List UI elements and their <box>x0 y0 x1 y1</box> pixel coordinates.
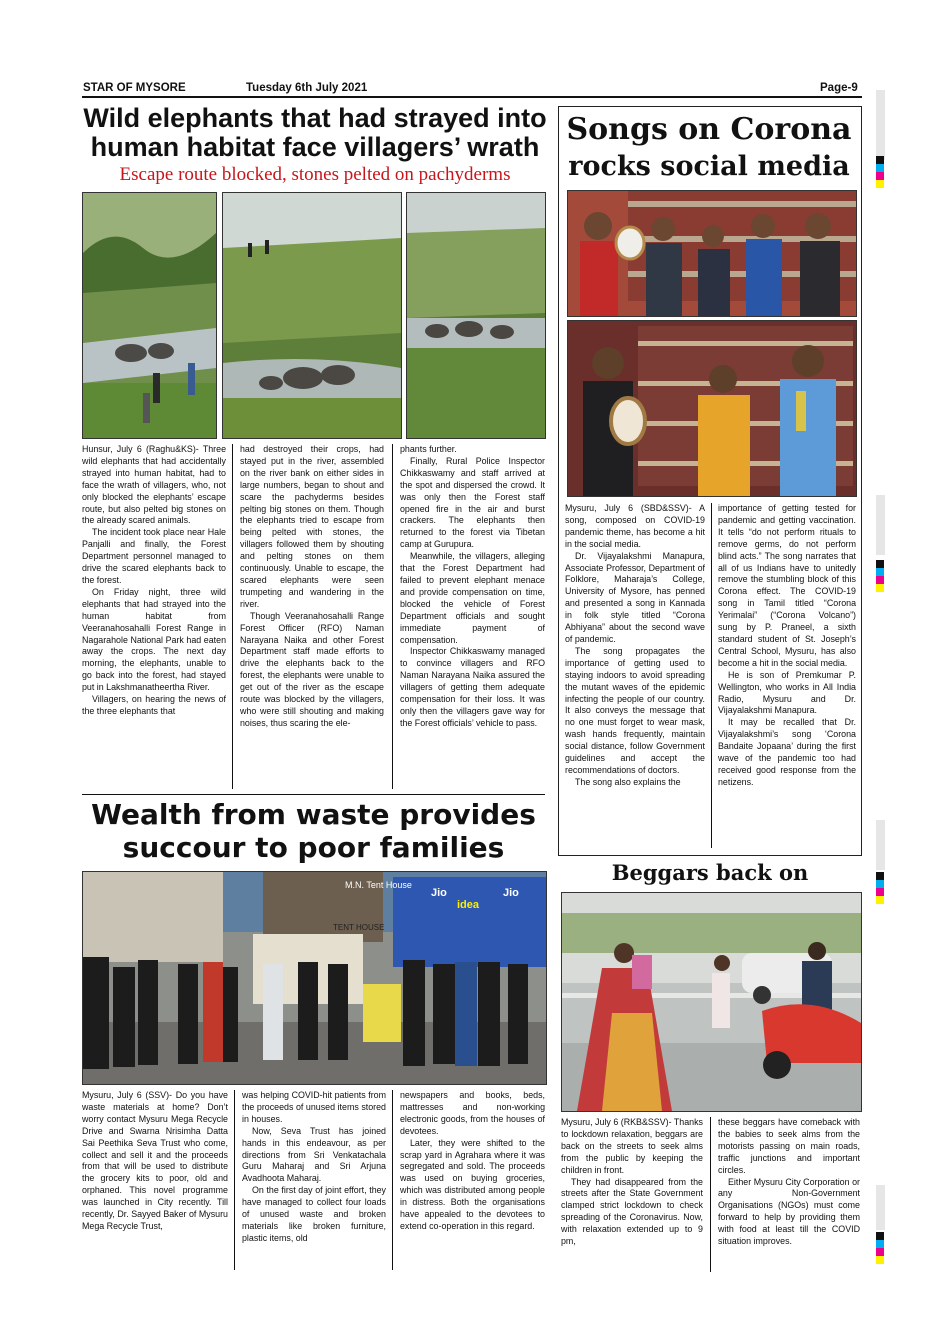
column-divider <box>392 444 393 789</box>
sign-jio-2: Jio <box>503 887 519 899</box>
wealth-headline-line2: succour to poor families <box>122 831 505 864</box>
column-divider <box>234 1090 235 1270</box>
elephants-c3-p2: Finally, Rural Police Inspector Chikkaswamy and staff arrived at the spot and dispersed the crowd. It was only then the Forest staff opened fire in the air and burst crackers. The elephants then returned to the forest via Tibetan camp at Gurupura. <box>400 455 545 550</box>
registration-cyan <box>876 568 884 576</box>
songs-column-1 <box>565 503 705 789</box>
elephants-photo-2 <box>222 192 402 439</box>
registration-cyan <box>876 880 884 888</box>
songs-photo-2 <box>567 320 857 497</box>
elephants-c1-p2: The incident took place near Hale Panjalli and finally, the Forest Department personnel managed to drive the scared elephants back to the forest. <box>82 527 226 585</box>
sign-jio: Jio <box>431 887 447 899</box>
column-divider <box>232 444 233 789</box>
songs-photo-1 <box>567 190 857 317</box>
beggars-headline: Beggars back on <box>611 860 809 885</box>
page-number: Page-9 <box>820 82 858 94</box>
elephants-deck: Escape route blocked, stones pelted on pachyderms <box>119 164 511 185</box>
registration-black <box>876 1232 884 1240</box>
elephants-column-1 <box>82 444 226 718</box>
elephants-c3-p1: phants further. <box>400 444 457 454</box>
margin-grey-bar <box>876 820 885 870</box>
elephants-c3-p4: Inspector Chikkaswamy managed to convince villagers and RFO Naman Narayana Naika assured the villagers of getting them adequate compensation for their loss. It was only then the villagers gave way for the Forest officials’ vehicle to pass. <box>400 646 545 728</box>
registration-yellow <box>876 896 884 904</box>
registration-magenta <box>876 1248 884 1256</box>
beggars-column-2 <box>718 1117 860 1248</box>
registration-magenta <box>876 888 884 896</box>
songs-c2-p2: He is son of Premkumar P. Wellington, who works in All India Radio, Mysuru and Dr. Vijayalakshmi Manapura. <box>718 669 856 716</box>
songs-c1-p4: The song also explains the <box>575 776 681 787</box>
margin-grey-bar <box>876 90 885 160</box>
wealth-headline <box>80 798 547 864</box>
beggars-c1-p2: They had disappeared from the streets after the State Government clamped strict lockdown to check spreading of the Coronavirus. Now, with relaxation extended up to 9 pm, <box>561 1176 703 1247</box>
beggars-c2-p1: these beggars have comeback with the babies to seek alms from the motorists passing on main roads, traffic junctions and important circles. <box>718 1117 860 1175</box>
registration-magenta <box>876 172 884 180</box>
elephants-photo-1 <box>82 192 217 439</box>
margin-grey-bar <box>876 1185 885 1230</box>
margin-grey-bar <box>876 495 885 555</box>
songs-c1-p1: Mysuru, July 6 (SBD&SSV)- A song, composed on COVID-19 pandemic theme, has become a hit in the social media. <box>565 503 705 549</box>
wealth-headline-line1: Wealth from waste provides <box>91 798 536 831</box>
issue-date: Tuesday 6th July 2021 <box>246 82 368 94</box>
elephants-photo-3 <box>406 192 546 439</box>
column-divider <box>711 503 712 848</box>
elephants-headline-line1: Wild elephants that had strayed into <box>83 103 547 133</box>
beggars-column-1 <box>561 1117 703 1248</box>
wealth-c2-p1: was helping COVID-hit patients from the proceeds of unused items stored in houses. <box>242 1090 386 1124</box>
registration-yellow <box>876 1256 884 1264</box>
wealth-c3-p2: Later, they were shifted to the scrap yard in Agrahara where it was segregated and sold. The proceeds was used on buying groceries, which was distributed among people in distress. Both the organisations have appealed to the devotees to extend co-operation in this regard. <box>400 1137 545 1231</box>
wealth-c2-p2: Now, Seva Trust has joined hands in this endeavour, as per directions from Sri Venkatachala Guru Maharaj and Sri Arjuna Avadhoota Maharaj. <box>242 1125 386 1184</box>
sign-idea: idea <box>457 899 480 911</box>
paper-name: STAR OF MYSORE <box>83 82 186 94</box>
songs-c2-p3: It may be recalled that Dr. Vijayalakshmi’s song ‘Corona Bandaite Jopaana’ during the first wave of the pandemic too had received good response from the netizens. <box>718 717 856 787</box>
registration-yellow <box>876 584 884 592</box>
songs-column-2 <box>718 503 856 789</box>
elephants-column-2 <box>240 444 384 730</box>
wealth-c2-p3: On the first day of joint effort, they have managed to collect four loads of unused waste and broken materials like broken furniture, plastic items, old <box>242 1185 386 1243</box>
songs-c1-p3: The song propagates the importance of getting used to staying indoors to avoid spreading the mutant waves of the epidemic infecting the people of our country. It also conveys the message that no one must forget to wear mask, wash hands frequently, maintain social distance, follow Government guidelines and accept the recommendations of doctors. <box>565 645 705 775</box>
registration-magenta <box>876 576 884 584</box>
songs-headline-line2: rocks social media <box>568 151 850 182</box>
songs-headline-line1: Songs on Corona <box>566 112 852 147</box>
sign-tent-house: M.N. Tent House <box>345 880 412 890</box>
elephants-headline <box>80 104 550 162</box>
elephants-c3-p3: Meanwhile, the villagers, alleging that the Forest Department had failed to prevent elephant menace and provide compensation on time, blocked the vehicle of Forest Department officials and sought immediate payment of compensation. <box>400 551 545 645</box>
beggars-c1-p1: Mysuru, July 6 (RKB&SSV)- Thanks to lockdown relaxation, beggars are back on the streets to seek alms from the public by keeping the children in front. <box>561 1117 703 1175</box>
wealth-column-1 <box>82 1090 228 1233</box>
wealth-photo <box>82 871 547 1085</box>
elephants-headline-line2: human habitat face villagers’ wrath <box>90 132 540 163</box>
registration-black <box>876 560 884 568</box>
elephants-c2-p1: had destroyed their crops, had stayed put in the river, assembled on the river bank on either sides in large numbers, began to shout and scare the pachyderms besides pelting big stones on them. Though the elephants tried to escape from being pelted with stones, the villagers followed them by shouting and pelting stones on them continuously. Unable to escape, the scared elephants were seen trumpeting and wandering in the river. <box>240 444 384 609</box>
wealth-c1-p1: Mysuru, July 6 (SSV)- Do you have waste materials at home? Don’t worry contact Mysuru Mega Recycle Drive and Swarna Nrisimha Datta Sai Peethika Seva Trust who come, collect and sell it and the proceeds from that will be used to distribute the grocery kits to poor, old and orphaned. This novel programme was launched in City recently. Till recently, Dr. Sayyed Baker of Mysuru Mega Recycle Trust, <box>82 1090 228 1231</box>
songs-c1-p2: Dr. Vijayalakshmi Manapura, Associate Professor, Department of Folklore, Maharaja’s College, University of Mysore, has penned and presented a song in Kannada in folk style titled “Corona Abhiyana” about the second wave of pandemic. <box>565 550 705 644</box>
column-divider <box>392 1090 393 1270</box>
elephants-c1-p4: Villagers, on hearing the news of the three elephants that <box>82 694 226 716</box>
section-rule <box>82 794 545 795</box>
column-divider <box>710 1117 711 1272</box>
registration-yellow <box>876 180 884 188</box>
elephants-c2-p2: Though Veeranahosahalli Range Forest Officer (RFO) Naman Narayana Naika and other Forest Department staff made efforts to drive the elephants back to the forest, the elephants were unable to get out of the river as the escape route was blocked by the villagers, who were still shouting and making noises, thus scaring the ele- <box>240 610 384 728</box>
wealth-column-2 <box>242 1090 386 1245</box>
elephants-column-3 <box>400 444 545 730</box>
beggars-c2-p2: Either Mysuru City Corporation or any Non-Government Organisations (NGOs) must come forward to help by providing them with food at least till the COVID situation improves. <box>718 1176 860 1247</box>
registration-cyan <box>876 1240 884 1248</box>
registration-black <box>876 156 884 164</box>
elephants-c1-p1: Hunsur, July 6 (Raghu&KS)- Three wild elephants that had accidentally strayed into human habitat, had to face the wrath of villagers, who, not only blocked the elephants’ escape route, but also pelted big stones on the already scared animals. <box>82 444 226 526</box>
beggars-photo <box>561 892 862 1112</box>
wealth-column-3 <box>400 1090 545 1233</box>
header-rule <box>82 96 862 98</box>
songs-c2-p1: importance of getting tested for pandemic and getting vaccination. It tells “do not perform rituals to remove germs, do not perform blind acts.” The song narrates that all of us Indians have to unitedly remove the stumbling block of this Corona effect. The COVID-19 song in Tamil titled “Corona Yerimalai” (“Corona Volcano”) sung by P. Praneel, a sixth standard student of St. Joseph’s Central School, Mysuru, has also become a hit in the social media. <box>718 503 856 668</box>
registration-black <box>876 872 884 880</box>
sign-tent-house-2: TENT HOUSE <box>333 923 385 932</box>
registration-cyan <box>876 164 884 172</box>
elephants-c1-p3: On Friday night, three wild elephants that had strayed into the human habitat from Veeranahosahalli Forest Range in Nagarahole National Park had eaten away the crops. The next day morning, the elephants, unable to go back into the forest, had stayed put in Lakshmanatheertha River. <box>82 586 226 693</box>
wealth-c3-p1: newspapers and books, beds, mattresses and non-working electronic goods, from the houses of devotees. <box>400 1090 545 1136</box>
